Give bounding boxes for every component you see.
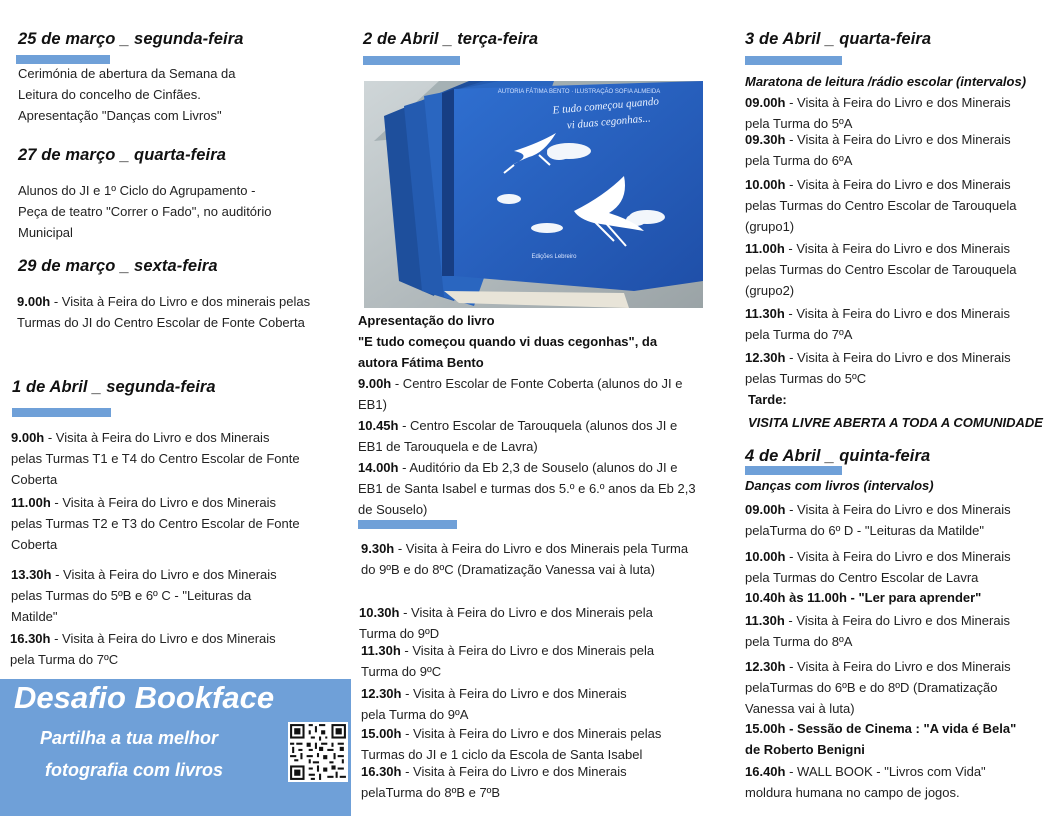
text-line: Peça de teatro "Correr o Fado", no auditório — [18, 203, 272, 219]
event-entry — [745, 304, 1035, 346]
section-divider — [358, 520, 457, 529]
event-time: 12.30h — [745, 659, 786, 674]
event-entry — [745, 93, 1035, 135]
event-entry — [745, 657, 1035, 719]
event-time: 09.30h — [745, 132, 786, 147]
presentation-title: Apresentação do livro — [358, 313, 495, 328]
event-description: - Visita à Feira do Livro e dos Minerais pelas Turmas do JI e 1 ciclo da Escola de Santa Isabel — [361, 726, 662, 762]
event-description: - Visita à Feira do Livro e dos Minerais pela Turma do 7ºA — [745, 306, 1010, 342]
text-line: Municipal — [18, 224, 73, 240]
event-time: 9.00h — [358, 376, 392, 391]
event-time: 13.30h — [11, 567, 52, 582]
event-time: 11.30h — [745, 613, 785, 628]
heading-underline — [12, 408, 111, 417]
banner-subtitle: Partilha a tua melhor — [40, 728, 219, 748]
presentation-block — [358, 311, 703, 373]
afternoon-label-text: Tarde: — [748, 392, 787, 407]
event-time: 14.00h — [358, 460, 399, 475]
event-description: - WALL BOOK - "Livros com Vida" moldura humana no campo de jogos. — [745, 764, 986, 800]
event-entry — [745, 348, 1035, 390]
event-time: 11.00h — [745, 241, 785, 256]
event-entry — [358, 374, 703, 416]
heading-underline — [745, 466, 842, 475]
event-time: 9.00h — [17, 294, 51, 309]
event-time: 16.30h — [10, 631, 51, 646]
event-entry — [359, 603, 689, 645]
event-time: 10.45h — [358, 418, 399, 433]
event-description: - Visita à Feira do Livro e dos Minerais pelas Turmas do 5ºC — [745, 350, 1011, 386]
book-author-line: AUTORIA FÁTIMA BENTO · ILUSTRAÇÃO SOFIA ALMEIDA — [497, 89, 661, 95]
day-heading: 25 de março _ segunda-feira — [18, 30, 244, 48]
event-entry — [10, 629, 300, 671]
section-subtitle: Maratona de leitura /rádio escolar (intervalos) — [745, 74, 1027, 89]
section-subtitle: Danças com livros (intervalos) — [745, 478, 934, 493]
open-visit-label: VISITA LIVRE ABERTA A TODA A COMUNIDADE — [748, 415, 1043, 430]
event-description: - Visita à Feira do Livro e dos minerais pelas Turmas do JI do Centro Escolar de Fonte Coberta — [17, 294, 311, 330]
event-description: - Visita à Feira do Livro e dos Minerais pelas Turmas T2 e T3 do Centro Escolar de Fonte Coberta — [11, 495, 300, 552]
presentation-title: autora Fátima Bento — [358, 354, 484, 370]
event-entry — [358, 416, 703, 458]
day-heading: 3 de Abril _ quarta-feira — [745, 30, 932, 48]
event-entry — [745, 547, 1035, 589]
book-title-line: vi duas cegonhas... — [566, 112, 652, 132]
event-description: - Visita à Feira do Livro e dos Minerais pela Turma do 8ºA — [745, 613, 1010, 649]
event-description: - Centro Escolar de Fonte Coberta (alunos do JI e EB1) — [358, 376, 683, 412]
event-description: pelaTurma do 8ºB e 7ºB — [361, 784, 501, 800]
qr-code[interactable] — [288, 722, 348, 782]
book-publisher: Edições Lebreiro — [531, 254, 577, 260]
event-description: - Visita à Feira do Livro e dos Minerais pela Turma do 5ºA — [745, 95, 1011, 131]
day-heading: 29 de março _ sexta-feira — [18, 257, 218, 275]
event-time: 09.00h — [745, 502, 786, 517]
event-entry — [361, 724, 691, 766]
event-time: 10.00h — [745, 177, 786, 192]
event-time: 09.00h — [745, 95, 786, 110]
event-description: - Visita à Feira do Livro e dos Minerais pela Turma do 9ºD — [359, 605, 653, 641]
event-entry — [745, 500, 1035, 542]
event-description: - Visita à Feira do Livro e dos Minerais — [401, 764, 627, 779]
event-time: 11.30h — [361, 643, 401, 658]
day-heading: 2 de Abril _ terça-feira — [363, 30, 539, 48]
afternoon-label — [748, 390, 787, 411]
event-description: - Auditório da Eb 2,3 de Souselo (alunos do JI e EB1 de Santa Isabel e turmas dos 5.º e 6.º anos da Eb 2,3 de Souselo) — [358, 460, 696, 517]
heading-underline — [16, 55, 110, 64]
event-text — [18, 64, 318, 126]
event-entry — [11, 565, 301, 627]
event-time: 9.00h — [11, 430, 45, 445]
event-description: - Visita à Feira do Livro e dos Minerais pelas Turmas T1 e T4 do Centro Escolar de Fonte Coberta — [11, 430, 300, 487]
event-entry — [745, 762, 1035, 804]
event-entry — [745, 239, 1035, 301]
text-line: Alunos do JI e 1º Ciclo do Agrupamento - — [18, 183, 256, 198]
event-time: 10.00h — [745, 549, 786, 564]
event-entry — [358, 458, 703, 520]
event-time: 16.30h — [361, 764, 402, 779]
event-description: - Visita à Feira do Livro e dos Minerais pelas Turmas do Centro Escolar de Tarouquela (grupo1) — [745, 177, 1017, 234]
event-highlight: 15.00h - Sessão de Cinema : "A vida é Bela" de Roberto Benigni — [745, 721, 1017, 757]
event-entry — [11, 493, 301, 555]
banner-subtitle: fotografia com livros — [45, 760, 224, 780]
event-description: - Visita à Feira do Livro e dos Minerais pelaTurma do 6º D - "Leituras da Matilde" — [745, 502, 1011, 538]
text-line: Apresentação "Danças com Livros" — [18, 107, 222, 123]
event-description: - Visita à Feira do Livro e dos Minerais pela Turma do 7ºC — [10, 631, 276, 667]
event-description: - Centro Escolar de Tarouquela (alunos dos JI e EB1 de Tarouquela e de Lavra) — [358, 418, 678, 454]
event-entry — [17, 292, 317, 334]
event-entry — [361, 641, 691, 683]
event-time: 12.30h — [361, 686, 402, 701]
day-heading: 1 de Abril _ segunda-feira — [12, 378, 216, 396]
day-heading: 4 de Abril _ quinta-feira — [745, 447, 931, 465]
event-entry — [361, 539, 691, 581]
event-time: 12.30h — [745, 350, 786, 365]
event-description: - Visita à Feira do Livro e dos Minerais pela Turmas do Centro Escolar de Lavra — [745, 549, 1011, 585]
presentation-title: "E tudo começou quando vi duas cegonhas", da — [358, 333, 658, 349]
event-entry — [745, 588, 1035, 609]
text-line: Leitura do concelho de Cinfães. — [18, 86, 201, 102]
book-title-line: E tudo começou quando — [552, 95, 660, 117]
event-description: - Visita à Feira do Livro e dos Minerais pela Turma do 6ºA — [745, 132, 1011, 168]
banner-title: Desafio Bookface — [14, 680, 275, 715]
event-highlight: 10.40h às 11.00h - "Ler para aprender" — [745, 590, 982, 605]
event-description: pela Turma do 9ºA — [361, 706, 469, 722]
event-time: 9.30h — [361, 541, 395, 556]
book-cover-photo — [364, 81, 703, 308]
event-time: 16.40h — [745, 764, 786, 779]
text-line: Cerimónia de abertura da Semana da — [18, 66, 236, 81]
event-description: - Visita à Feira do Livro e dos Minerais pela Turma do 9ºB e do 8ºC (Dramatização Vanessa vai à luta) — [361, 541, 689, 577]
event-time: 11.30h — [745, 306, 785, 321]
event-time: 11.00h — [11, 495, 51, 510]
event-entry — [361, 762, 691, 804]
event-entry — [11, 428, 301, 490]
event-entry — [361, 684, 691, 726]
event-text — [18, 181, 318, 243]
event-description: - Visita à Feira do Livro e dos Minerais pela Turma do 9ºC — [361, 643, 655, 679]
event-description: - Visita à Feira do Livro e dos Minerais pelas Turmas do Centro Escolar de Tarouquela (grupo2) — [745, 241, 1017, 298]
day-heading: 27 de março _ quarta-feira — [18, 146, 227, 164]
event-entry — [745, 130, 1035, 172]
event-time: 10.30h — [359, 605, 400, 620]
book-photo-image — [364, 81, 703, 308]
event-description: - Visita à Feira do Livro e dos Minerais pelaTurmas do 6ºB e do 8ºD (Dramatização Vanessa vai à luta) — [745, 659, 1011, 716]
event-entry — [745, 175, 1035, 237]
event-entry — [745, 719, 1035, 761]
event-entry — [745, 611, 1035, 653]
event-description: - Visita à Feira do Livro e dos Minerais — [401, 686, 627, 701]
event-description: - Visita à Feira do Livro e dos Minerais pelas Turmas do 5ºB e 6º C - "Leituras da Matilde" — [11, 567, 277, 624]
heading-underline — [745, 56, 842, 65]
qr-code-icon — [288, 722, 348, 782]
heading-underline — [363, 56, 460, 65]
event-time: 15.00h — [361, 726, 402, 741]
